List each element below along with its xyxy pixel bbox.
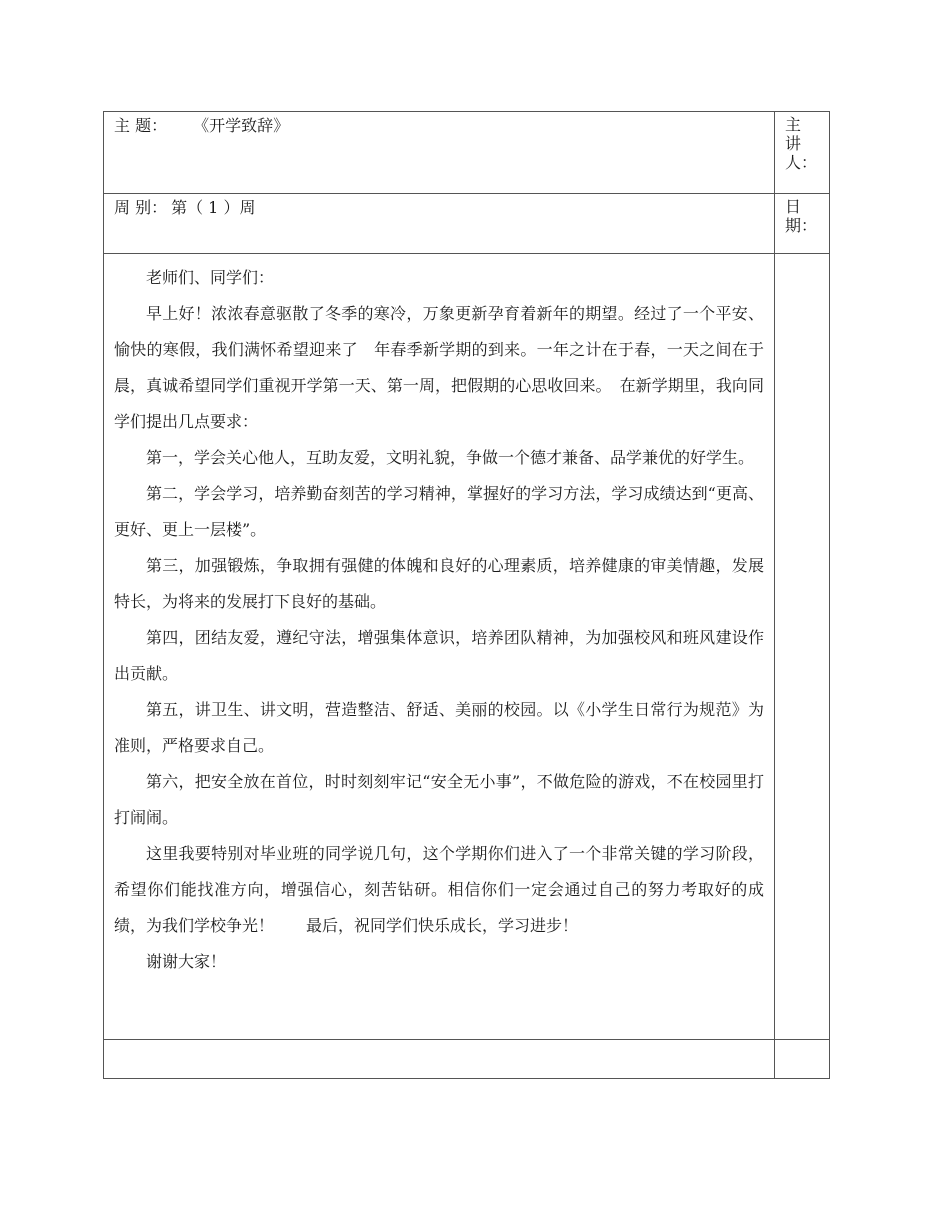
paragraph: 第六，把安全放在首位，时时刻刻牢记“安全无小事”，不做危险的游戏，不在校园里打打闹闹。 xyxy=(114,772,764,827)
week-label: 周 别： xyxy=(114,198,168,217)
empty-row xyxy=(104,1040,829,1078)
empty-main-cell xyxy=(104,1040,775,1078)
paragraph: 谢谢大家！ xyxy=(146,952,227,971)
paragraph: 这里我要特别对毕业班的同学说几句，这个学期你们进入了一个非常关键的学习阶段，希望你们能找准方向，增强信心，刻苦钻研。相信你们一定会通过自己的努力考取好的成绩，为我们学校争光！ 最后，祝同学们快乐成长，学习进步！ xyxy=(114,844,764,935)
speaker-label-char: 人： xyxy=(785,153,818,172)
date-cell xyxy=(775,194,829,253)
body-side-cell xyxy=(775,254,829,1039)
paragraph: 第二，学会学习，培养勤奋刻苦的学习精神，掌握好的学习方法，学习成绩达到“更高、更好、更上一层楼”。 xyxy=(114,484,764,539)
topic-value: 《开学致辞》 xyxy=(201,116,290,135)
topic-cell xyxy=(104,112,775,193)
body-row xyxy=(104,254,829,1040)
speaker-label-char: 讲 xyxy=(785,134,802,153)
paragraph: 第五，讲卫生、讲文明，营造整洁、舒适、美丽的校园。以《小学生日常行为规范》为准则，严格要求自己。 xyxy=(114,700,764,755)
date-label-char: 期： xyxy=(785,216,818,235)
paragraph: 老师们、同学们： xyxy=(146,268,275,287)
empty-side-cell xyxy=(775,1040,829,1078)
speaker-cell xyxy=(775,112,829,193)
week-row xyxy=(104,194,829,254)
paragraph: 早上好！浓浓春意驱散了冬季的寒冷，万象更新孕育着新年的期望。经过了一个平安、愉快的寒假，我们满怀希望迎来了 年春季新学期的到来。一年之计在于春，一天之间在于晨，真诚希望同学们重视开学第一天、第一周，把假期的心思收回来。 在新学期里，我向同学们提出几点要求： xyxy=(114,304,764,431)
topic-label: 主 题： xyxy=(114,116,168,135)
paragraph: 第一，学会关心他人，互助友爱，文明礼貌，争做一个德才兼备、品学兼优的好学生。 xyxy=(146,448,755,467)
week-cell xyxy=(104,194,775,253)
paragraph: 第三，加强锻炼，争取拥有强健的体魄和良好的心理素质，培养健康的审美情趣，发展特长，为将来的发展打下良好的基础。 xyxy=(114,556,764,611)
week-value: 第（ 1 ）周 xyxy=(171,198,256,217)
date-label-char: 日 xyxy=(785,197,802,216)
lesson-table xyxy=(103,111,830,1079)
topic-row xyxy=(104,112,829,194)
body-cell xyxy=(104,254,775,1039)
speaker-label-char: 主 xyxy=(785,115,802,134)
paragraph: 第四，团结友爱，遵纪守法，增强集体意识，培养团队精神，为加强校风和班风建设作出贡献。 xyxy=(114,628,764,683)
speech-text xyxy=(104,254,774,980)
